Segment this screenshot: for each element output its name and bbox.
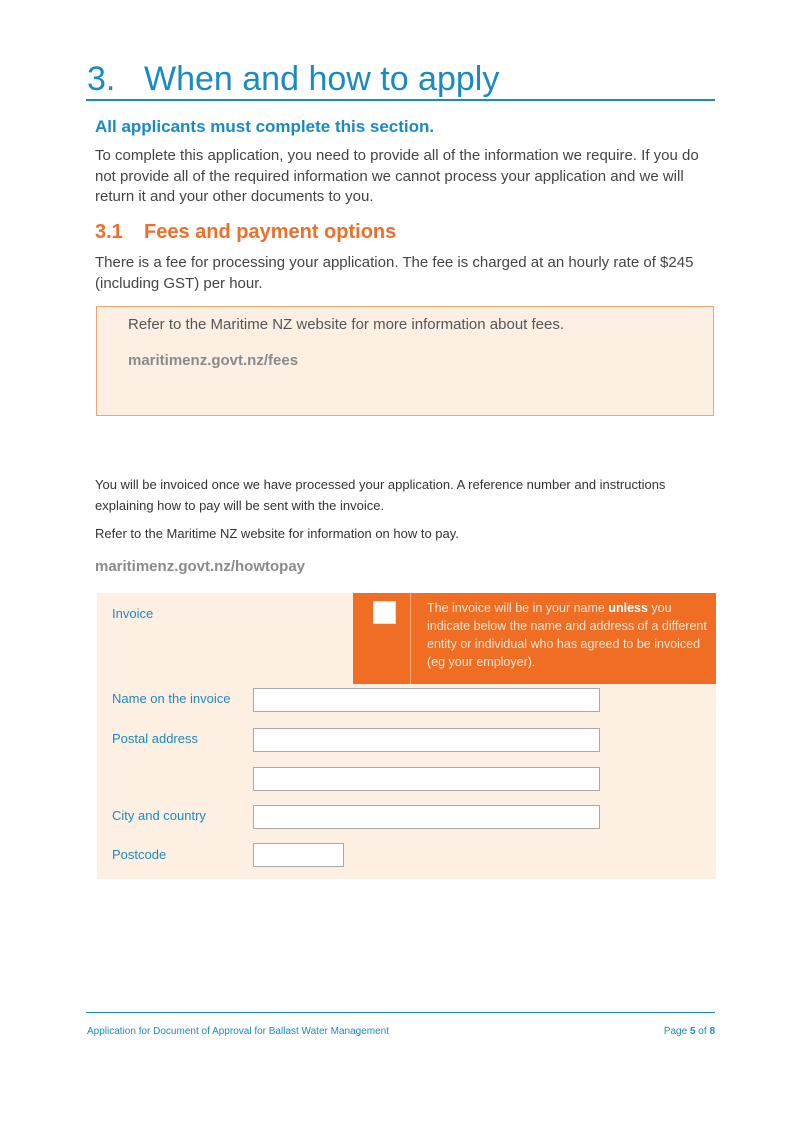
section-number: 3. bbox=[87, 60, 116, 98]
postal-address-line2-input[interactable] bbox=[253, 767, 600, 791]
invoice-alternate-checkbox[interactable] bbox=[373, 601, 396, 624]
fees-link[interactable]: maritimenz.govt.nz/fees bbox=[128, 352, 299, 369]
postal-address-label: Postal address bbox=[112, 731, 198, 746]
intro-heading: All applicants must complete this section. bbox=[95, 117, 435, 136]
howtopay-paragraph: Refer to the Maritime NZ website for information on how to pay. bbox=[95, 526, 459, 541]
page-of: of bbox=[695, 1026, 710, 1037]
postal-address-line1-input[interactable] bbox=[253, 728, 600, 752]
fees-info-text: Refer to the Maritime NZ website for more information about fees. bbox=[128, 316, 565, 333]
fees-heading-text: Fees and payment options bbox=[144, 221, 397, 243]
page-current: 5 bbox=[689, 1026, 696, 1037]
intro-paragraph: To complete this application, you need to provide all of the information we require. If you do not provide all of the required information we cannot process your application and we will return it and your other documents to you. bbox=[95, 147, 699, 205]
name-on-invoice-label: Name on the invoice bbox=[112, 691, 231, 706]
invoice-callout-text bbox=[427, 599, 707, 671]
city-country-label: City and country bbox=[112, 808, 206, 823]
fees-heading bbox=[95, 221, 396, 244]
footer-document-title: Application for Document of Approval for Ballast Water Management bbox=[87, 1026, 390, 1037]
page-prefix: Page bbox=[663, 1026, 690, 1037]
callout-text-emphasis: unless bbox=[608, 601, 648, 615]
fees-paragraph: There is a fee for processing your application. The fee is charged at an hourly rate of $245 (including GST) per hour. bbox=[95, 254, 694, 292]
city-country-input[interactable] bbox=[253, 805, 600, 829]
callout-text-post: you indicate below the name and address of a different entity or individual who has agreed to be invoiced (eg your employer). bbox=[427, 601, 707, 669]
postcode-input[interactable] bbox=[253, 843, 344, 867]
invoice-label: Invoice bbox=[112, 606, 154, 621]
page-total: 8 bbox=[709, 1026, 715, 1037]
invoice-paragraph: You will be invoiced once we have processed your application. A reference number and instructions explaining how to pay will be sent with the invoice. bbox=[95, 477, 666, 513]
howtopay-link[interactable]: maritimenz.govt.nz/howtopay bbox=[95, 558, 306, 575]
fees-section-number: 3.1 bbox=[95, 221, 123, 243]
invoice-callout-divider bbox=[410, 593, 411, 684]
postcode-label: Postcode bbox=[112, 847, 167, 862]
footer-divider bbox=[86, 1012, 715, 1013]
footer-page-number bbox=[664, 1026, 715, 1037]
callout-text-pre: The invoice will be in your name bbox=[427, 601, 609, 615]
section-title bbox=[87, 58, 499, 100]
title-divider bbox=[86, 99, 715, 101]
section-title-text: When and how to apply bbox=[144, 60, 500, 98]
name-on-invoice-input[interactable] bbox=[253, 688, 600, 712]
